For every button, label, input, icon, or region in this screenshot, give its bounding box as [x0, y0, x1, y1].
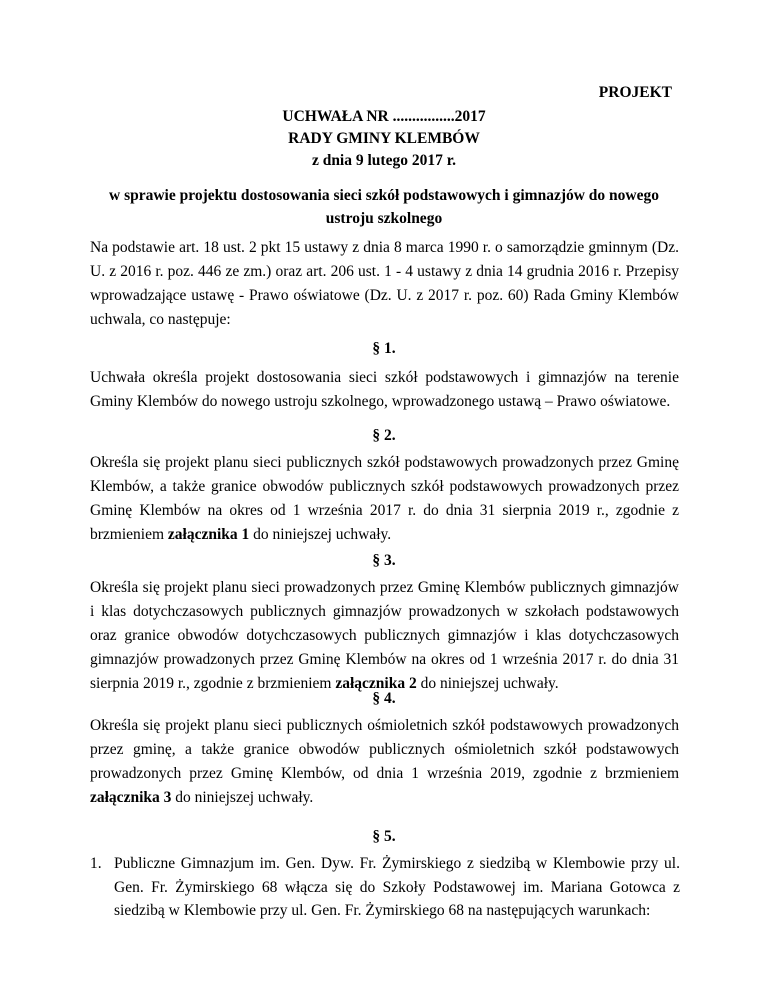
item-number: 1.: [90, 855, 102, 872]
item-text: Publiczne Gimnazjum im. Gen. Dyw. Fr. Żymirskiego z siedzibą w Klembowie przy ul. Gen. Fr. Żymirskiego 68 włącza się do Szkoły Podstawowej im. Mariana Gotowca z siedzibą w Klembowie przy ul. Gen. Fr. Żymirskiego 68 na następujących warunkach:: [114, 855, 680, 919]
resolution-subject: [60, 184, 708, 230]
project-label: PROJEKT: [598, 84, 672, 101]
section-4-label: § 4.: [372, 690, 396, 707]
attachment-3-ref: załącznika 3: [90, 789, 172, 806]
section-2-label: § 2.: [372, 427, 396, 444]
section-5-item-1: [90, 852, 680, 923]
section-1-label: § 1.: [372, 340, 396, 357]
preamble: Na podstawie art. 18 ust. 2 pkt 15 ustawy z dnia 8 marca 1990 r. o samorządzie gminnym (Dz. U. z 2016 r. poz. 446 ze zm.) oraz art. 206 ust. 1 - 4 ustawy z dnia 14 grudnia 2016 r. Przepisy wprowadzające ustawę - Prawo oświatowe (Dz. U. z 2017 r. poz. 60) Rada Gminy Klembów uchwala, co następuje:: [90, 239, 679, 328]
resolution-title: [0, 106, 768, 172]
section-5-label: § 5.: [372, 828, 396, 845]
section-3-label: § 3.: [372, 552, 396, 569]
title-number: UCHWAŁA NR ................2017: [282, 108, 486, 125]
title-date: z dnia 9 lutego 2017 r.: [311, 152, 457, 169]
subject-line-2: ustroju szkolnego: [325, 210, 443, 227]
section-3-text: Określa się projekt planu sieci prowadzonych przez Gminę Klembów publicznych gimnazjów i klas dotychczasowych publicznych gimnazjów prowadzonych w szkołach podstawowych oraz granice obwodów dotychczasowych publicznych gimnazjów i klas dotychczasowych gimnazjów prowadzonych przez Gminę Klembów na okres od 1 września 2017 r. do dnia 31 sierpnia 2019 r., zgodnie z brzmieniem załącznika 2 do niniejszej uchwały.: [90, 579, 679, 692]
attachment-1-ref: załącznika 1: [167, 526, 250, 543]
section-2-text: Określa się projekt planu sieci publicznych szkół podstawowych prowadzonych przez Gminę Klembów, a także granice obwodów publicznych szkół podstawowych prowadzonych przez Gminę Klembów na okres od 1 września 2017 r. do dnia 31 sierpnia 2019 r., zgodnie z brzmieniem załącznika 1 do niniejszej uchwały.: [90, 454, 679, 543]
section-1-text: Uchwała określa projekt dostosowania sieci szkół podstawowych i gimnazjów na terenie Gminy Klembów do nowego ustroju szkolnego, wprowadzonego ustawą – Prawo oświatowe.: [90, 369, 679, 410]
section-4-text: Określa się projekt planu sieci publicznych ośmioletnich szkół podstawowych prowadzonych przez gminę, a także granice obwodów publicznych ośmioletnich szkół podstawowych prowadzonych przez Gminę Klembów, od dnia 1 września 2019, zgodnie z brzmieniem załącznika 3 do niniejszej uchwały.: [90, 717, 679, 806]
title-council: RADY GMINY KLEMBÓW: [288, 130, 480, 147]
subject-line-1: w sprawie projektu dostosowania sieci szkół podstawowych i gimnazjów do nowego: [109, 187, 659, 204]
attachment-2-ref: załącznika 2: [335, 675, 417, 692]
